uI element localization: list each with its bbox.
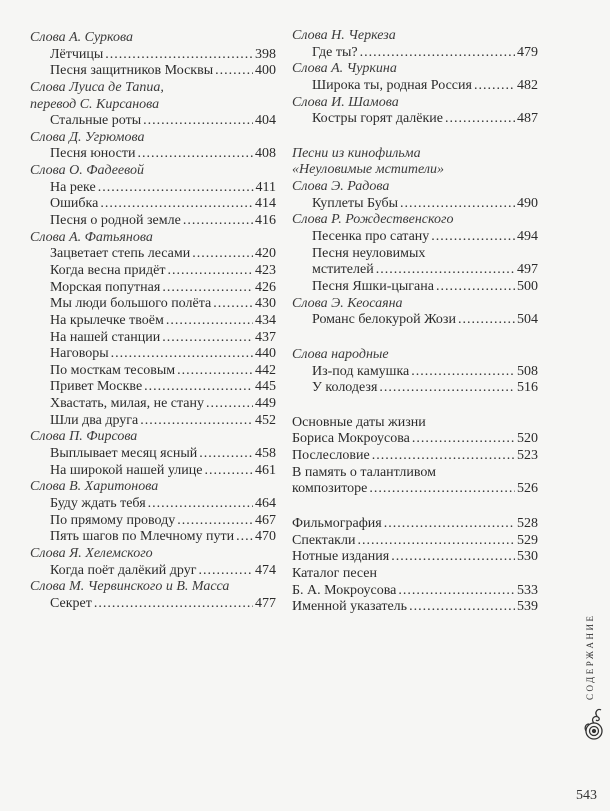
toc-entry[interactable] [292, 583, 538, 600]
toc-page-number: 504 [517, 312, 538, 328]
dot-leader [143, 113, 253, 130]
toc-author-line [292, 212, 538, 229]
dot-leader [111, 346, 253, 363]
toc-entry-title: Слова Э. Радова [292, 179, 390, 195]
toc-entry-title: Слова Н. Черкеза [292, 28, 396, 43]
toc-entry-title: перевод С. Кирсанова [30, 96, 160, 112]
toc-page-number: 482 [517, 77, 538, 93]
toc-entry-title: Слова О. Фадеевой [30, 163, 145, 179]
dot-leader [458, 312, 515, 329]
toc-entry[interactable] [292, 380, 538, 397]
toc-page-number: 452 [255, 412, 276, 428]
toc-page-number: 398 [255, 46, 276, 62]
toc-author-line [30, 546, 276, 563]
dot-leader [411, 364, 515, 381]
toc-entry-title: Песня о родной земле [50, 213, 181, 229]
toc-entry-title: Зацветает степь лесами [50, 246, 191, 262]
dot-leader [204, 463, 253, 480]
toc-entry-title: Привет Москве [50, 379, 143, 395]
dot-leader [192, 246, 253, 263]
toc-entry[interactable] [30, 63, 276, 80]
dot-leader [436, 279, 515, 296]
toc-author-line [292, 347, 538, 364]
toc-author-line [292, 179, 538, 196]
toc-page-number: 529 [517, 532, 538, 548]
toc-heading [292, 146, 538, 163]
toc-page-number: 437 [255, 329, 276, 345]
toc-entry[interactable] [30, 280, 276, 297]
toc-page-number: 467 [255, 512, 276, 528]
toc-entry-title: Когда весна придёт [50, 262, 166, 278]
toc-entry-title: Песня неуловимых [312, 245, 426, 261]
toc-heading [292, 162, 538, 179]
toc-page-number: 494 [517, 229, 538, 245]
toc-entry[interactable] [292, 45, 538, 62]
page-number: 543 [576, 788, 597, 803]
toc-entry[interactable] [292, 364, 538, 381]
toc-entry[interactable] [292, 111, 538, 128]
toc-left-column [30, 30, 276, 612]
toc-entry [292, 415, 538, 432]
toc-page-number: 530 [517, 549, 538, 565]
dot-leader [391, 549, 515, 566]
toc-entry[interactable] [30, 113, 276, 130]
dot-leader [369, 481, 515, 498]
toc-entry-title: Хвастать, милая, не стану [50, 396, 205, 412]
toc-entry[interactable] [292, 599, 538, 616]
dot-leader [412, 431, 515, 448]
toc-page-number: 414 [255, 196, 276, 212]
toc-entry-title: На крылечке твоём [50, 312, 164, 328]
dot-leader [144, 379, 253, 396]
dot-leader [105, 47, 253, 64]
toc-entry[interactable] [30, 363, 276, 380]
dot-leader [98, 180, 254, 197]
toc-entry[interactable] [30, 513, 276, 530]
toc-entry[interactable] [292, 279, 538, 296]
dot-leader [445, 111, 515, 128]
toc-entry[interactable] [292, 549, 538, 566]
toc-entry-title: Слова А. Фатьянова [30, 229, 153, 245]
dot-leader [357, 533, 515, 550]
toc-entry-title: Песенка про сатану [312, 229, 430, 245]
toc-entry-title: Бориса Мокроусова [292, 431, 410, 447]
toc-entry-title: Ошибка [50, 196, 99, 212]
toc-entry-title: «Неуловимые мстители» [292, 162, 444, 178]
toc-page-number: 526 [517, 481, 538, 497]
toc-entry[interactable] [292, 78, 538, 95]
toc-entry[interactable] [292, 481, 538, 498]
toc-page-number: 440 [255, 346, 276, 362]
toc-entry-title: Где ты? [312, 44, 358, 60]
dot-leader [94, 596, 253, 613]
toc-entry-title: Слова Я. Хелемского [30, 545, 153, 561]
toc-entry-title: Слова Э. Кеосаяна [292, 295, 403, 311]
dot-leader [384, 516, 515, 533]
toc-page-number: 497 [517, 262, 538, 278]
toc-entry-title: Слова Луиса де Тапиа, [30, 79, 164, 95]
toc-entry-title: У колодезя [312, 380, 378, 396]
toc-entry-title: Слова народные [292, 346, 389, 362]
toc-entry[interactable] [30, 563, 276, 580]
dot-leader [183, 213, 253, 230]
toc-entry[interactable] [30, 330, 276, 347]
toc-author-line [30, 479, 276, 496]
toc-entry[interactable] [30, 146, 276, 163]
toc-page-number: 487 [517, 111, 538, 127]
toc-entry-title: Стальные роты [50, 113, 142, 129]
toc-section [292, 347, 538, 397]
toc-entry-title: Песня юности [50, 146, 136, 162]
toc-entry-title: Из-под камушка [312, 363, 410, 379]
toc-entry-title: Слова Р. Рождественского [292, 212, 454, 228]
toc-entry-title: Слова П. Фирсова [30, 429, 138, 445]
dot-leader [137, 146, 253, 163]
toc-entry[interactable] [292, 312, 538, 329]
toc-entry-title: Когда поёт далёкий друг [50, 562, 197, 578]
toc-section [292, 146, 538, 329]
dot-leader [148, 496, 253, 513]
dot-leader [379, 380, 515, 397]
toc-author-line [30, 230, 276, 247]
toc-entry-title: композиторе [292, 481, 368, 497]
toc-entry-title: Песня защитников Москвы [50, 63, 214, 79]
toc-entry-title: На реке [50, 179, 96, 195]
dot-leader [198, 563, 253, 580]
toc-entry-title: Слова А. Чуркина [292, 61, 397, 77]
toc-section [292, 516, 538, 616]
toc-entry-title: Именной указатель [292, 599, 408, 615]
dot-leader [431, 229, 515, 246]
toc-entry-title: На нашей станции [50, 329, 161, 345]
toc-page-number: 500 [517, 278, 538, 294]
toc-entry-title: Слова А. Суркова [30, 30, 134, 45]
toc-entry[interactable] [30, 296, 276, 313]
section-side-label: СОДЕРЖАНИЕ [585, 613, 595, 700]
toc-page-number: 508 [517, 363, 538, 379]
toc-entry[interactable] [292, 229, 538, 246]
toc-page-number: 445 [255, 379, 276, 395]
toc-section [292, 415, 538, 498]
toc-entry[interactable] [30, 313, 276, 330]
toc-entry-title: Романс белокурой Жози [312, 312, 456, 328]
dot-leader [372, 448, 515, 465]
dot-leader [100, 196, 253, 213]
toc-entry[interactable] [30, 529, 276, 546]
dot-leader [474, 78, 515, 95]
toc-entry-title: Мы люди большого полёта [50, 296, 212, 312]
dot-leader [166, 313, 253, 330]
dot-leader [236, 529, 253, 546]
toc-entry[interactable] [30, 396, 276, 413]
toc-entry-title: По прямому проводу [50, 512, 176, 528]
dot-leader [400, 196, 515, 213]
toc-page-number: 411 [255, 179, 276, 195]
toc-entry-title: Каталог песен [292, 565, 378, 581]
dot-leader [177, 513, 253, 530]
toc-entry[interactable] [292, 516, 538, 533]
toc-entry-title: Костры горят далёкие [312, 111, 444, 127]
toc-page-number: 420 [255, 246, 276, 262]
toc-entry-title: Секрет [50, 595, 92, 611]
toc-page-number: 523 [517, 448, 538, 464]
toc-entry[interactable] [30, 446, 276, 463]
toc-section [292, 28, 538, 128]
toc-entry[interactable] [30, 379, 276, 396]
toc-page-number: 464 [255, 495, 276, 511]
dot-leader [177, 363, 253, 380]
toc-author-line [30, 429, 276, 446]
toc-page-number: 426 [255, 279, 276, 295]
toc-page-number: 528 [517, 516, 538, 532]
toc-entry-title: Послесловие [292, 448, 370, 464]
toc-entry[interactable] [30, 346, 276, 363]
toc-author-line [30, 163, 276, 180]
toc-author-line [292, 28, 538, 45]
toc-entry [292, 465, 538, 482]
toc-entry[interactable] [30, 413, 276, 430]
toc-entry-title: Спектакли [292, 532, 356, 548]
ornament-icon [581, 705, 607, 741]
toc-entry-title: Наговоры [50, 346, 109, 362]
toc-entry-title: На широкой нашей улице [50, 462, 203, 478]
toc-page-number: 442 [255, 362, 276, 378]
toc-entry[interactable] [30, 47, 276, 64]
toc-page-number: 490 [517, 195, 538, 211]
dot-leader [360, 45, 515, 62]
toc-entry-title: Нотные издания [292, 549, 390, 565]
dot-leader [206, 396, 253, 413]
dot-leader [215, 63, 253, 80]
toc-entry-title: Куплеты Бубы [312, 195, 399, 211]
toc-page-number: 458 [255, 446, 276, 462]
toc-entry-title: Морская попутная [50, 279, 161, 295]
toc-page-number: 470 [255, 529, 276, 545]
toc-entry-title: Лётчицы [50, 46, 104, 62]
toc-page-number: 408 [255, 146, 276, 162]
toc-entry[interactable] [30, 463, 276, 480]
toc-entry-title: Слова Д. Угрюмова [30, 129, 145, 145]
dot-leader [162, 280, 253, 297]
toc-entry[interactable] [292, 533, 538, 550]
toc-entry-title: Выплывает месяц ясный [50, 446, 198, 462]
toc-author-line [292, 95, 538, 112]
toc-page-number: 400 [255, 63, 276, 79]
toc-entry [292, 246, 538, 263]
toc-page-number: 434 [255, 312, 276, 328]
toc-page-number: 533 [517, 582, 538, 598]
toc-entry[interactable] [30, 496, 276, 513]
dot-leader [167, 263, 253, 280]
dot-leader [398, 583, 515, 600]
toc-entry[interactable] [292, 196, 538, 213]
toc-author-line [30, 30, 276, 47]
dot-leader [199, 446, 253, 463]
toc-page-number: 416 [255, 213, 276, 229]
toc-entry[interactable] [30, 246, 276, 263]
toc-page-number: 423 [255, 262, 276, 278]
toc-author-line [30, 97, 276, 114]
toc-entry[interactable] [292, 262, 538, 279]
toc-author-line [292, 296, 538, 313]
toc-page-number: 449 [255, 396, 276, 412]
toc-page-number: 516 [517, 380, 538, 396]
toc-page-number: 474 [255, 562, 276, 578]
toc-page-number: 461 [255, 462, 276, 478]
toc-author-line [30, 579, 276, 596]
toc-entry[interactable] [30, 180, 276, 197]
toc-entry-title: Шли два друга [50, 412, 139, 428]
toc-page-number: 430 [255, 296, 276, 312]
toc-entry-title: В память о талантливом [292, 464, 437, 480]
toc-entry-title: Пять шагов по Млечному пути [50, 529, 235, 545]
toc-entry-title: Песня Яшки-цыгана [312, 278, 434, 294]
toc-entry-title: Слова М. Червинского и В. Масса [30, 579, 230, 595]
toc-author-line [30, 80, 276, 97]
toc-entry-title: Буду ждать тебя [50, 495, 146, 511]
toc-entry[interactable] [292, 448, 538, 465]
toc-entry[interactable] [30, 263, 276, 280]
toc-entry[interactable] [292, 431, 538, 448]
toc-entry-title: Основные даты жизни [292, 414, 426, 430]
toc-entry [292, 566, 538, 583]
toc-page-number: 479 [517, 44, 538, 60]
toc-entry[interactable] [30, 596, 276, 613]
dot-leader [140, 413, 253, 430]
toc-right-column [292, 28, 538, 616]
toc-page-number: 520 [517, 431, 538, 447]
dot-leader [213, 296, 253, 313]
toc-entry-title: Фильмография [292, 516, 382, 532]
dot-leader [162, 330, 253, 347]
toc-entry-title: Б. А. Мокроусова [292, 582, 397, 598]
toc-entry-title: Песни из кинофильма [292, 145, 421, 161]
toc-entry[interactable] [30, 196, 276, 213]
dot-leader [409, 599, 515, 616]
toc-entry-title: Широка ты, родная Россия [312, 77, 472, 93]
toc-entry-title: мстителей [312, 262, 374, 278]
toc-entry-title: Слова И. Шамова [292, 94, 399, 110]
toc-section [30, 30, 276, 612]
toc-author-line [30, 130, 276, 147]
toc-entry-title: Слова В. Харитонова [30, 479, 159, 495]
toc-page-number: 404 [255, 113, 276, 129]
toc-page-number: 477 [255, 595, 276, 611]
toc-author-line [292, 61, 538, 78]
dot-leader [376, 262, 515, 279]
toc-entry-title: По мосткам тесовым [50, 362, 176, 378]
toc-entry[interactable] [30, 213, 276, 230]
toc-page-number: 539 [517, 599, 538, 615]
